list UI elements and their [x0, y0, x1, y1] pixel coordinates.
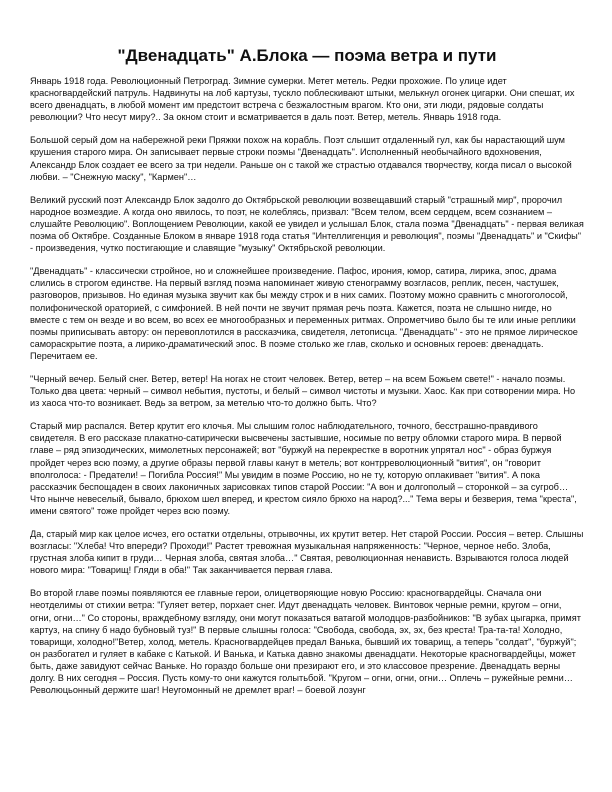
- paragraph-1: Январь 1918 года. Революционный Петроград. Зимние сумерки. Метет метель. Редки прохожие. По улице идет красногвардейский патруль. Надвинуты на лоб картузы, тускло поблескивают штыки, мелькнул огонек цигарки. Они спешат, их всего двенадцать, в любой момент им предстоит встреча с безжалостным врагом. Кто они, эти люди, рядовые солдаты революции? Что несут миру?.. За окном стоит и всматривается в даль поэт. Ветер, метель. Январь 1918 года.: [30, 76, 575, 123]
- document-title: "Двенадцать" А.Блока — поэма ветра и пути: [117, 46, 497, 65]
- paragraph-7: Да, старый мир как целое исчез, его остатки отдельны, отрывочны, их крутит ветер. Нет старой России. Россия – ветер. Слышны возгласы: "Хлеба! Что впереди? Проходи!" Растет тревожная музыкальная напряженность: "Черное, черное небо. Злоба, грустная злоба кипит в груди… Черная злоба, святая злоба…" Святая, революционная ненависть. Взрываются голоса людей нового мира: "Товарищ! Гляди в оба!" Так заканчивается первая глава.: [30, 529, 584, 576]
- paragraph-6: Старый мир распался. Ветер крутит его клочья. Мы слышим голос наблюдательного, точного, бесстрашно-правдивого свидетеля. В его рассказе плакатно-сатирически высвечены застывшие, носимые по ветру обломки старого мира. В первой главе – ряд эпизодических, мимолетных персонажей; вот "буржуй на перекрестке в воротник упрятал нос" - образ буржуя пройдет через всю поэму, а другие образы первой главы канут в метель; вот контрреволюционный "вития", он "говорит вполголоса: - Предатели! – Погибла Россия!" Мы увидим в поэме Россию, но не ту, которую оплакивает "вития". А пока рассказчик беспощаден в своих лаконичных зарисовках типов старой России: "А вон и долгополый – сторонкой – за сугроб… Что нынче невеселый, бывало, брюхом шел вперед, и крестом сияло брюхо на народ?..." Тема веры и безверия, тема "креста", имени святого" тоже пройдет через всю поэму.: [30, 421, 577, 516]
- paragraph-8: Во второй главе поэмы появляются ее главные герои, олицетворяющие новую Россию: красногвардейцы. Сначала они неотделимы от стихии ветра: "Гуляет ветер, порхает снег. Идут двенадцать человек. Винтовок черные ремни, кругом – огни, огни, огни…" Со стороны, враждебному взгляду, они могут показаться ватагой молодцов-разбойников: "В зубах цыгарка, примят картуз, на спину б надо бубновый туз!" В первые слышны голоса: "Свобода, свобода, эх, эх, без креста! Тра-та-та! Холодно, товарищи, холодно!"Ветер, холод, метель. Красногвардейцев предал Ванька, бывший их товарищ, а теперь "солдат", "буржуй"; он разбогател и гуляет в кабаке с Катькой. И Ванька, и Катька давно знакомы двенадцати. Некоторые красногвардейцы, может быть, даже завидуют сейчас Ваньке. Но гораздо больше они презирают его, и это классовое презрение. Двенадцать верны долгу. В них сегодня – Россия. Пусть кому-то они кажутся голытьбой. "Кругом – огни, огни, огни… Оплечь – ружейные ремни… Революцьонный держите шаг! Неугомонный не дремлет враг! – боевой лозунг: [30, 588, 581, 696]
- paragraph-4: "Двенадцать" - классически стройное, но и сложнейшее произведение. Пафос, ирония, юмор, сатира, лирика, эпос, драма слились в строгом единстве. На первый взгляд поэма напоминает живую стенограмму возгласов, реплик, песен, частушек, разговоров, призывов. Но единая музыка звучит как бы между строк и в них самих. Поэтому можно сравнить с многоголосой, полифонической ораторией, с симфонией. В ней почти не звучит прямая речь поэта. Кажется, поэта не слышно нигде, но вместе с тем он везде и во всем, во всех ее многообразных и переменных ритмах. Опрометчиво было бы те или иные реплики поэмы приписывать автору: он перевоплотился в рассказчика, свидетеля, летописца. "Двенадцать" - это не прямое лирическое самораскрытие поэта, а лирико-драматический эпос. В поэме столько же глав, сколько и основных героев: двенадцать. Перечитаем ее.: [30, 266, 578, 361]
- paragraph-5: "Черный вечер. Белый снег. Ветер, ветер! На ногах не стоит человек. Ветер, ветер – на всем Божьем свете!" - начало поэмы. Только два цвета: черный – символ небытия, пустоты, и белый – символ чистоты и музыки. Хаос. Как при сотворении мира. Но из хаоса что-то возникает. Ведь за ветром, за метелью что-то должно быть. Что?: [30, 373, 576, 409]
- paragraph-2: Большой серый дом на набережной реки Пряжки похож на корабль. Поэт слышит отдаленный гул, как бы нарастающий шум крушения старого мира. Он записывает первые строки поэмы "Двенадцать". Исполненный необычайного вдохновения, Александр Блок создает ее всего за три недели. Раньше он с такой же страстью отдавался творчеству, когда писал о высокой любви. – "Снежную маску", "Кармен"…: [30, 135, 572, 182]
- paragraph-3: Великий русский поэт Александр Блок задолго до Октябрьской революции возвещавший старый "страшный мир", пророчил народное возмездие. А когда оно явилось, то поэт, не колеблясь, призвал: "Всем телом, всем сердцем, всем сознанием – слушайте Революцию". Воплощением Революции, какой ее увидел и услышал Блок, стала поэма "Двенадцать" - первая великая поэма об Октябре. Созданные Блоком в январе 1918 года статья "Интеллигенция и революция", поэмы "Двенадцать" и "Скифы" - произведения, чутко постигающие и славящие "музыку" Октябрьской революции.: [30, 194, 584, 254]
